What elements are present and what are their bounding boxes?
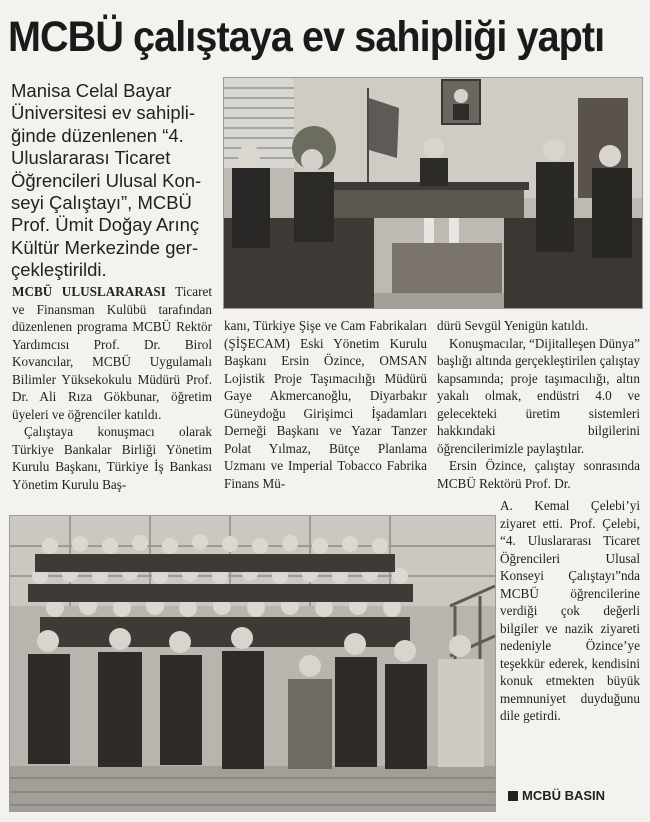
- square-bullet-icon: [508, 791, 518, 801]
- lede-line: Manisa Celal Bayar: [11, 80, 172, 101]
- lead-word: MCBÜ ULUSLARARASI: [12, 284, 166, 299]
- signature-text: MCBÜ BASIN: [522, 788, 606, 803]
- column-3-continued: [500, 497, 640, 725]
- lede-line: Prof. Ümit Doğay Arınç: [11, 214, 200, 236]
- office-visit-photo: [223, 77, 643, 309]
- column-3-continued-text: A. Kemal Çelebi’yi ziyaret etti. Prof. Çelebi, “4. Uluslararası Ticaret Öğrencileri Ulusal Konseyi Çalıştayı”nda MCBÜ öğrencilerine verdiği çok değerli bilgiler ve nazik ziyareti nedeniyle Özince’ye teşekkür ederek, kendisini konuk etmekten büyük memnuniyet duyduğunu dile getirdi.: [500, 498, 640, 723]
- column-3: [437, 317, 640, 492]
- lede-line: seyi Çalıştayı”, MCBÜ: [11, 192, 192, 214]
- column-2-text: kanı, Türkiye Şişe ve Cam Fabrikaları (ŞİŞECAM) Eski Yönetim Kurulu Başkanı Ersin Özince, OMSAN Lojistik Proje Taşımacılığı Müdürü Gaye Akmercanoğlu, Diyarbakır Güneydoğu Girişimci İşadamları Derneği Başkanı ve Yazar Tanzer Polat Yılmaz, Bütçe Planlama Uzmanı ve Imperial Tobacco Fabrika Finans Mü-: [224, 318, 427, 491]
- headline: MCBÜ çalıştaya ev sahipliği yaptı: [8, 13, 605, 61]
- lede-line: Üniversitesi ev sahipli-: [11, 102, 196, 124]
- column-2: [224, 317, 427, 492]
- lede-line: Uluslararası Ticaret: [11, 147, 171, 169]
- column-3-paragraph-2: Konuşmacılar, “Dijitalleşen Dünya” başlığı altında gerçekleştirilen çalıştay kapsamında; proje taşımacılığı, altın yakalı olmak, endüstri 4.0 ve gelecekteki üretim sistemleri hakkındaki bilgilerini öğrencilerimizle paylaştılar.: [437, 335, 640, 456]
- lede-line: ğinde düzenlenen “4.: [11, 124, 184, 146]
- lede-paragraph: [11, 80, 216, 282]
- column-1-paragraph-2: Çalıştaya konuşmacı olarak Türkiye Bankalar Birliği Yönetim Kurulu Başkanı, Türkiye İş Bankası Yönetim Kurulu Baş-: [12, 424, 212, 492]
- group-photo: [9, 515, 496, 812]
- column-3-paragraph-3: Ersin Özince, çalıştay sonrasında MCBÜ Rektörü Prof. Dr.: [437, 458, 640, 491]
- lede-line: Kültür Merkezinde ger-: [11, 236, 199, 258]
- column-1: [12, 283, 212, 493]
- lede-line: çekleştirildi.: [11, 259, 107, 281]
- press-signature: [508, 788, 640, 803]
- column-1-paragraph-1: Ticaret ve Finansman Kulübü tarafından düzenlenen programa MCBÜ Rektör Yardımcısı Prof. Dr. Birol Kovancılar, MCBÜ Uygulamalı Bilimler Yüksekokulu Müdürü Prof. Dr. Ali Rıza Gökbunar, öğretim üyeleri ve öğrenciler katıldı.: [12, 284, 212, 422]
- lede-line: Öğrencileri Ulusal Kon-: [11, 169, 202, 191]
- column-3-paragraph-1: dürü Sevgül Yenigün katıldı.: [437, 318, 589, 333]
